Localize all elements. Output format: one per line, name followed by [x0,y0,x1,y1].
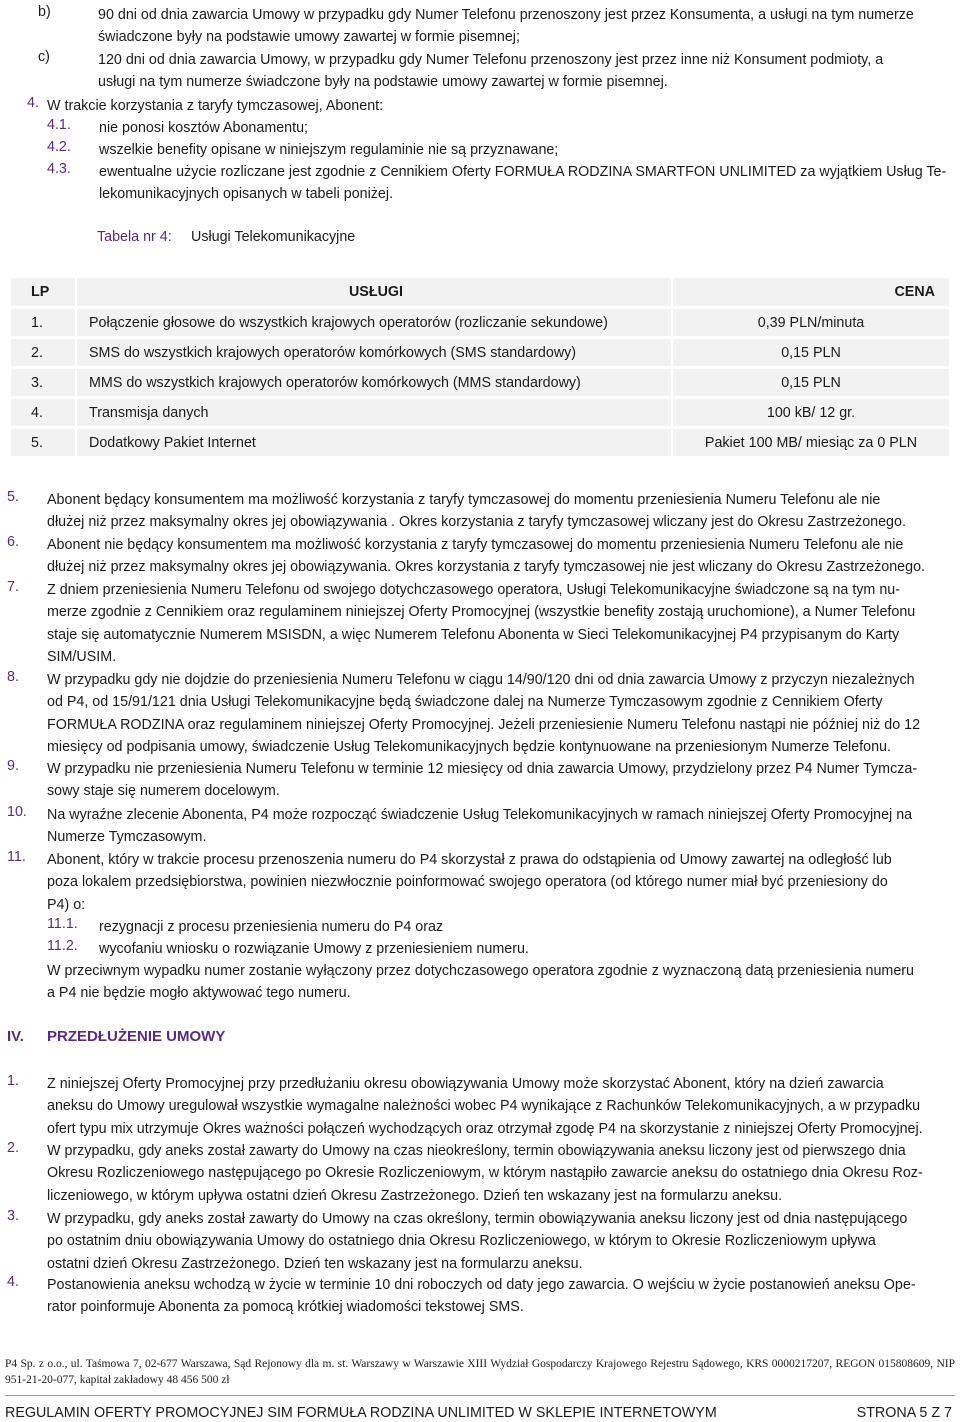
text-line: P4) o: [47,896,86,913]
table-cell: Dodatkowy Pakiet Internet [77,429,673,456]
section-title: PRZEDŁUŻENIE UMOWY [47,1028,226,1045]
text-line: 120 dni od dnia zawarcia Umowy, w przypadku gdy Numer Telefonu przenoszony jest przez inne niż Konsument podmioty, a [98,52,884,68]
paragraph-number: 5. [7,489,19,505]
paragraph-text [47,669,956,758]
text-line: lekomunikacyjnych opisanych w tabeli poniżej. [99,186,394,203]
paragraph-text [47,804,956,849]
text-line: staje się automatycznie Numerem MSISDN, a więc Numerem Telefonu Abonenta w Sieci Telekomunikacyjnej P4 przypisanym do Karty [47,626,900,643]
table-row [11,369,949,396]
item-number: b) [38,4,51,20]
table-cell: 0,15 PLN [673,339,949,366]
text-line: Abonent nie będący konsumentem ma możliwość korzystania z taryfy tymczasowej do momentu przeniesienia Numeru Telefonu ale nie [47,537,904,553]
item-text [98,49,956,94]
table-caption-title: Usługi Telekomunikacyjne [191,229,356,245]
table-row [11,429,949,456]
paragraph-number: 3. [7,1208,19,1224]
paragraph-text [47,579,956,668]
text-line: ewentualne użycie rozliczane jest zgodnie z Cennikiem Oferty FORMUŁA RODZINA SMARTFON UNLIMITED za wyjątkiem Usług Te- [99,164,947,180]
text-line: Abonent będący konsumentem ma możliwość korzystania z taryfy tymczasowej do momentu przeniesienia Numeru Telefonu ale nie [47,492,881,508]
text-line: usługi na tym numerze świadczone były na podstawie umowy zawartej w formie pisemnej. [98,74,668,91]
text-line: ofert typu mix utrzymuje Okres ważności połączeń wychodzących oraz otrzymał zgodę P4 na skorzystanie z niniejszej Oferty Promocyjnej. [47,1120,923,1137]
paragraph-number: 4. [7,1274,19,1290]
item-number: c) [38,49,50,65]
text-line: rator poinformuje Abonenta za pomocą krótkiej wiadomości tekstowej SMS. [47,1299,524,1316]
subitem-text [99,161,956,206]
text-line: merze zgodnie z Cennikiem oraz regulaminem niniejszej Oferty Promocyjnej (wszystkie benefity zostają uruchomione), a Numer Telefonu [47,604,916,621]
subitem-number: 11.2. [47,938,78,954]
text-line: SIM/USIM. [47,648,117,665]
paragraph-number: 7. [7,579,19,595]
text-line: miesięcy od podpisania umowy, świadczenie Usług Telekomunikacyjnych będzie kontynuowane na przeniesionym Numerze Telefonu. [47,738,891,755]
text-line: FORMUŁA RODZINA oraz regulaminem niniejszej Oferty Promocyjnej. Jeżeli przeniesienie Numeru Telefonu nastąpi nie później niż do 12 [47,716,921,733]
paragraph-number: 8. [7,669,19,685]
text-line: sowy staje się numerem docelowym. [47,783,280,800]
table-cell: 0,15 PLN [673,369,949,396]
column-header: LP [11,278,77,306]
subitem-text: wycofaniu wniosku o rozwiązanie Umowy z przeniesieniem numeru. [99,941,529,957]
text-line: liczeniowego, w którym upływa ostatni dzień Okresu Zastrzeżonego. Dzień ten wskazany jest na formularzu aneksu. [47,1187,783,1204]
table-cell: 2. [11,339,77,366]
paragraph-text [47,1274,956,1319]
table-header-row [11,278,949,306]
column-header: USŁUGI [77,278,673,306]
footer-divider [5,1395,955,1396]
paragraph-number: 9. [7,758,19,774]
column-header: CENA [673,278,949,306]
table-cell: SMS do wszystkich krajowych operatorów komórkowych (SMS standardowy) [77,339,673,366]
paragraph-number: 2. [7,1140,19,1156]
text-line: ostatni dzień Okresu Zastrzeżonego. Dzień ten wskazany jest na formularzu aneksu. [47,1255,583,1272]
table-cell: 5. [11,429,77,456]
table-caption-label: Tabela nr 4: [97,229,172,245]
subitem-number: 4.1. [47,117,71,133]
text-line: świadczone były na podstawie umowy zawartej w formie pisemnej; [98,29,520,46]
table-cell: MMS do wszystkich krajowych operatorów komórkowych (MMS standardowy) [77,369,673,396]
paragraph-text [47,1140,956,1207]
page-number: STRONA 5 Z 7 [856,1405,952,1421]
text-line: a P4 nie będzie mogło aktywować tego numeru. [47,985,351,1002]
subitem-text: nie ponosi kosztów Abonamentu; [99,120,309,136]
paragraph-number: 10. [7,804,27,820]
text-line: Okresu Rozliczeniowego następującego po Okresie Rozliczeniowym, w którym nastąpiło zawarcie aneksu do ostatniego dnia Okresu Roz- [47,1165,923,1182]
table-cell: Pakiet 100 MB/ miesiąc za 0 PLN [673,429,949,456]
text-line: poza lokalem przedsiębiorstwa, powinien niezwłocznie poinformować swojego operatora (od którego numer miał być przeniesiony do [47,874,888,891]
paragraph-text [47,849,956,916]
services-table [11,275,949,459]
paragraph-number: 6. [7,534,19,550]
subitem-number: 11.1. [47,916,78,932]
text-line: W przypadku nie przeniesienia Numeru Telefonu w terminie 12 miesięcy od dnia zawarcia Umowy, przydzielony przez P4 Numer Tymcza- [47,761,918,777]
subitem-number: 4.2. [47,139,71,155]
table-row [11,309,949,336]
paragraph-number: 11. [7,849,26,865]
text-line: aneksu do Umowy uregulował wszystkie wymagalne należności wobec P4 wynikające z Rachunków Telekomunikacyjnych, a w przypadku [47,1098,921,1115]
table-row [11,399,949,426]
text-line: Postanowienia aneksu wchodzą w życie w terminie 10 dni roboczych od daty jego zawarcia. O wejściu w życie postanowień aneksu Ope- [47,1277,916,1293]
text-line: od P4, od 15/91/121 dnia Usługi Telekomunikacyjne będą świadczone dalej na Numerze Tymczasowym zgodnie z Cennikiem Oferty [47,694,883,711]
subitem-text: rezygnacji z procesu przeniesienia numeru do P4 oraz [99,919,444,935]
text-line: Numerze Tymczasowym. [47,829,207,846]
company-info: P4 Sp. z o.o., ul. Taśmowa 7, 02-677 Warszawa, Sąd Rejonowy dla m. st. Warszawy w Warszawie XIII Wydział Gospodarczy Krajowego Rejestru Sądowego, KRS 0000217207, REGON 015808609, NIP 951-21-20-077, kapitał zakładowy 48 456 500 zł [5,1358,955,1386]
table-cell: 3. [11,369,77,396]
table-cell: Transmisja danych [77,399,673,426]
paragraph-number: 4. [27,95,39,111]
table-cell: 0,39 PLN/minuta [673,309,949,336]
text-line: W przeciwnym wypadku numer zostanie wyłączony przez dotychczasowego operatora zgodnie z wyznaczoną datą przeniesienia numeru [47,963,914,979]
text-line: Z dniem przeniesienia Numeru Telefonu od swojego dotychczasowego operatora, Usługi Telekomunikacyjne świadczone są na tym nu- [47,582,900,598]
document-title: REGULAMIN OFERTY PROMOCYJNEJ SIM FORMUŁA RODZINA UNLIMITED W SKLEPIE INTERNETOWYM [5,1405,717,1421]
text-line: Z niniejszej Oferty Promocyjnej przy przedłużaniu okresu obowiązywania Umowy może skorzystać Abonent, który na dzień zawarcia [47,1076,884,1092]
text-line: dłużej niż przez maksymalny okres jej obowiązywania . Okres korzystania z taryfy tymczasowej wliczany jest do Okresu Zastrzeżonego. [47,514,906,531]
paragraph-number: 1. [7,1073,19,1089]
paragraph-text: W trakcie korzystania z taryfy tymczasowej, Abonent: [47,98,384,114]
text-line: W przypadku, gdy aneks został zawarty do Umowy na czas nieokreślony, termin obowiązywania aneksu liczony jest od pierwszego dnia [47,1143,906,1159]
paragraph-text [47,758,956,803]
text-line: Abonent, który w trakcie procesu przenoszenia numeru do P4 skorzystał z prawa do odstąpienia od Umowy zawartej na odległość lub [47,852,892,868]
text-line: po ostatnim dniu obowiązywania Umowy do ostatniego dnia Okresu Rozliczeniowego, w którym to Okresie Rozliczeniowym upływa [47,1233,876,1250]
paragraph-text [47,1073,956,1140]
paragraph-text [47,489,956,534]
text-line: dłużej niż przez maksymalny okres jej obowiązywania. Okres korzystania z taryfy tymczasowej nie jest wliczany do Okresu Zastrzeżonego. [47,559,926,576]
table-row [11,339,949,366]
table-cell: 4. [11,399,77,426]
table-cell: 100 kB/ 12 gr. [673,399,949,426]
subitem-number: 4.3. [47,161,71,177]
text-line: W przypadku gdy nie dojdzie do przeniesienia Numeru Telefonu w ciągu 14/90/120 dni od dnia zawarcia Umowy z przyczyn niezależnych [47,672,915,688]
paragraph-text [47,1208,956,1275]
table-cell: Połączenie głosowe do wszystkich krajowych operatorów (rozliczanie sekundowe) [77,309,673,336]
text-line: Na wyraźne zlecenie Abonenta, P4 może rozpocząć świadczenie Usług Telekomunikacyjnych w ramach niniejszej Oferty Promocyjnej na [47,807,913,823]
paragraph-text [47,960,956,1005]
text-line: 90 dni od dnia zawarcia Umowy w przypadku gdy Numer Telefonu przenoszony jest przez Konsumenta, a usługi na tym numerze [98,7,914,23]
paragraph-text [47,534,956,579]
text-line: W przypadku, gdy aneks został zawarty do Umowy na czas określony, termin obowiązywania aneksu liczony jest od dnia następującego [47,1211,908,1227]
subitem-text: wszelkie benefity opisane w niniejszym regulaminie nie są przyznawane; [99,142,559,158]
section-number: IV. [7,1028,24,1045]
table-cell: 1. [11,309,77,336]
item-text [98,4,956,49]
